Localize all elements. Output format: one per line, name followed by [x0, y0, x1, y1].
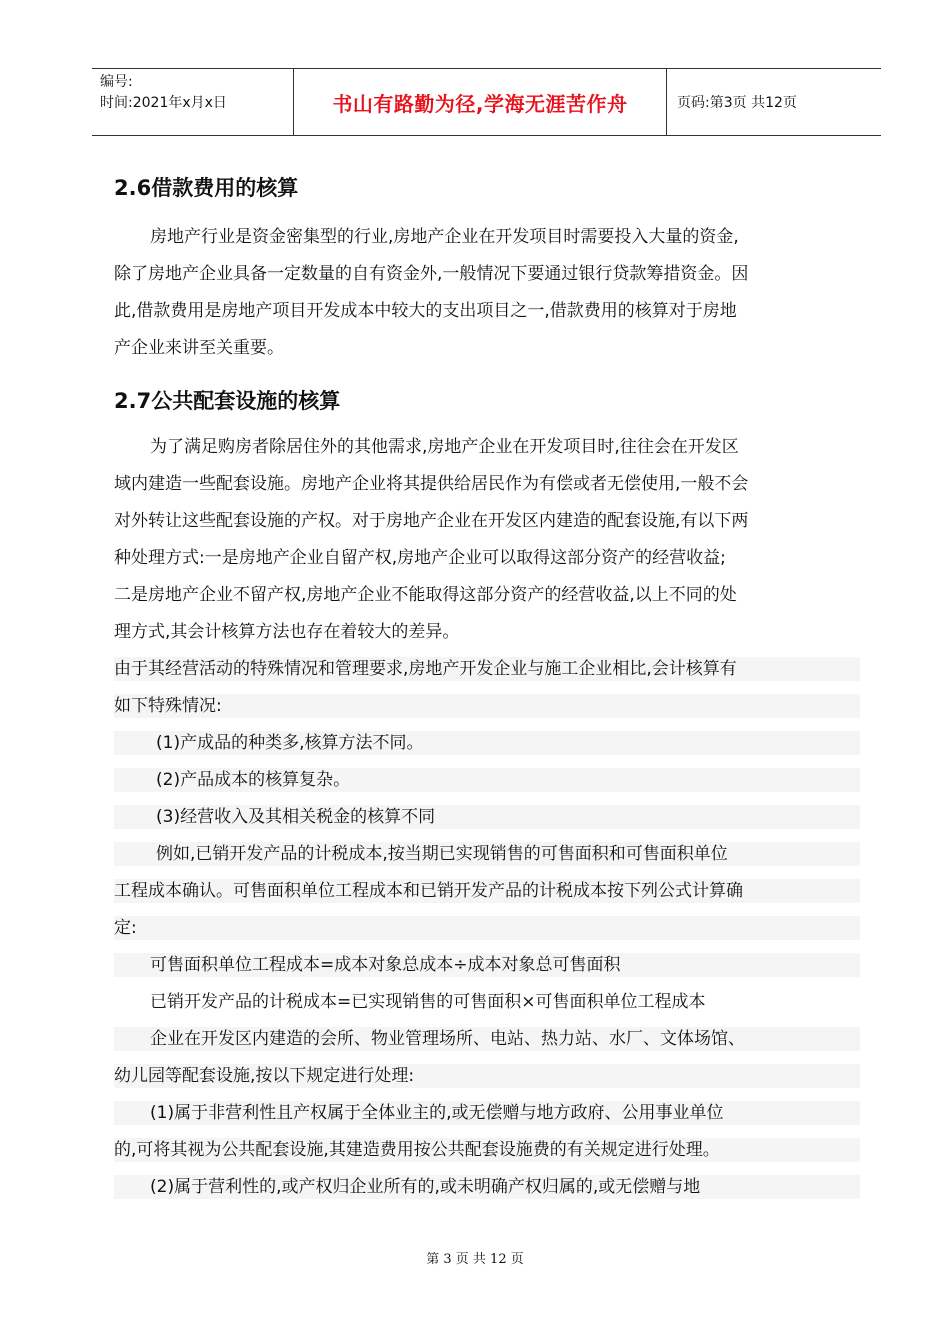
- section-heading: 2.6借款费用的核算: [114, 176, 299, 200]
- paragraph-line: 例如,已销开发产品的计税成本,按当期已实现销售的可售面积和可售面积单位: [114, 842, 860, 866]
- paragraph-line: 的,可将其视为公共配套设施,其建造费用按公共配套设施费的有关规定进行处理。: [114, 1138, 860, 1162]
- paragraph-line: 理方式,其会计核算方法也存在着较大的差异。: [114, 622, 460, 642]
- paragraph-line: 产企业来讲至关重要。: [114, 338, 284, 358]
- paragraph-line: 如下特殊情况:: [114, 694, 860, 718]
- paragraph-line: 房地产行业是资金密集型的行业,房地产企业在开发项目时需要投入大量的资金,: [150, 227, 739, 247]
- formula-line: 可售面积单位工程成本=成本对象总成本÷成本对象总可售面积: [114, 953, 860, 977]
- paragraph-line: 除了房地产企业具备一定数量的自有资金外,一般情况下要通过银行贷款筹措资金。因: [114, 264, 749, 284]
- paragraph-line: 幼儿园等配套设施,按以下规定进行处理:: [114, 1064, 860, 1088]
- section-heading: 2.7公共配套设施的核算: [114, 389, 341, 413]
- list-item: (2)产品成本的核算复杂。: [114, 768, 860, 792]
- paragraph-line: 种处理方式:一是房地产企业自留产权,房地产企业可以取得这部分资产的经营收益;: [114, 548, 726, 568]
- list-item: (1)产成品的种类多,核算方法不同。: [114, 731, 860, 755]
- paragraph-line: 此,借款费用是房地产项目开发成本中较大的支出项目之一,借款费用的核算对于房地: [114, 301, 737, 321]
- header-page-label: 页码:第3页 共12页: [677, 95, 797, 111]
- paragraph-line: 对外转让这些配套设施的产权。对于房地产企业在开发区内建造的配套设施,有以下两: [114, 511, 749, 531]
- formula-line: 已销开发产品的计税成本=已实现销售的可售面积×可售面积单位工程成本: [150, 992, 706, 1012]
- page-header: [92, 68, 881, 136]
- paragraph-line: 二是房地产企业不留产权,房地产企业不能取得这部分资产的经营收益,以上不同的处: [114, 585, 737, 605]
- paragraph-line: 定:: [114, 916, 860, 940]
- paragraph-line: 企业在开发区内建造的会所、物业管理场所、电站、热力站、水厂、文体场馆、: [114, 1027, 860, 1051]
- list-item: (1)属于非营利性且产权属于全体业主的,或无偿赠与地方政府、公用事业单位: [114, 1101, 860, 1125]
- paragraph-line: 由于其经营活动的特殊情况和管理要求,房地产开发企业与施工企业相比,会计核算有: [114, 657, 860, 681]
- list-item: (3)经营收入及其相关税金的核算不同: [114, 805, 860, 829]
- page-footer: 第 3 页 共 12 页: [426, 1252, 524, 1267]
- paragraph-line: 为了满足购房者除居住外的其他需求,房地产企业在开发项目时,往往会在开发区: [150, 437, 739, 457]
- paragraph-line: 工程成本确认。可售面积单位工程成本和已销开发产品的计税成本按下列公式计算确: [114, 879, 860, 903]
- list-item: (2)属于营利性的,或产权归企业所有的,或未明确产权归属的,或无偿赠与地: [114, 1175, 860, 1199]
- header-motto: 书山有路勤为径,学海无涯苦作舟: [294, 69, 667, 135]
- time-label: 时间:2021年x月x日: [100, 95, 227, 111]
- header-meta: [92, 69, 294, 135]
- paragraph-line: 域内建造一些配套设施。房地产企业将其提供给居民作为有偿或者无偿使用,一般不会: [114, 474, 749, 494]
- number-label: 编号:: [100, 74, 133, 90]
